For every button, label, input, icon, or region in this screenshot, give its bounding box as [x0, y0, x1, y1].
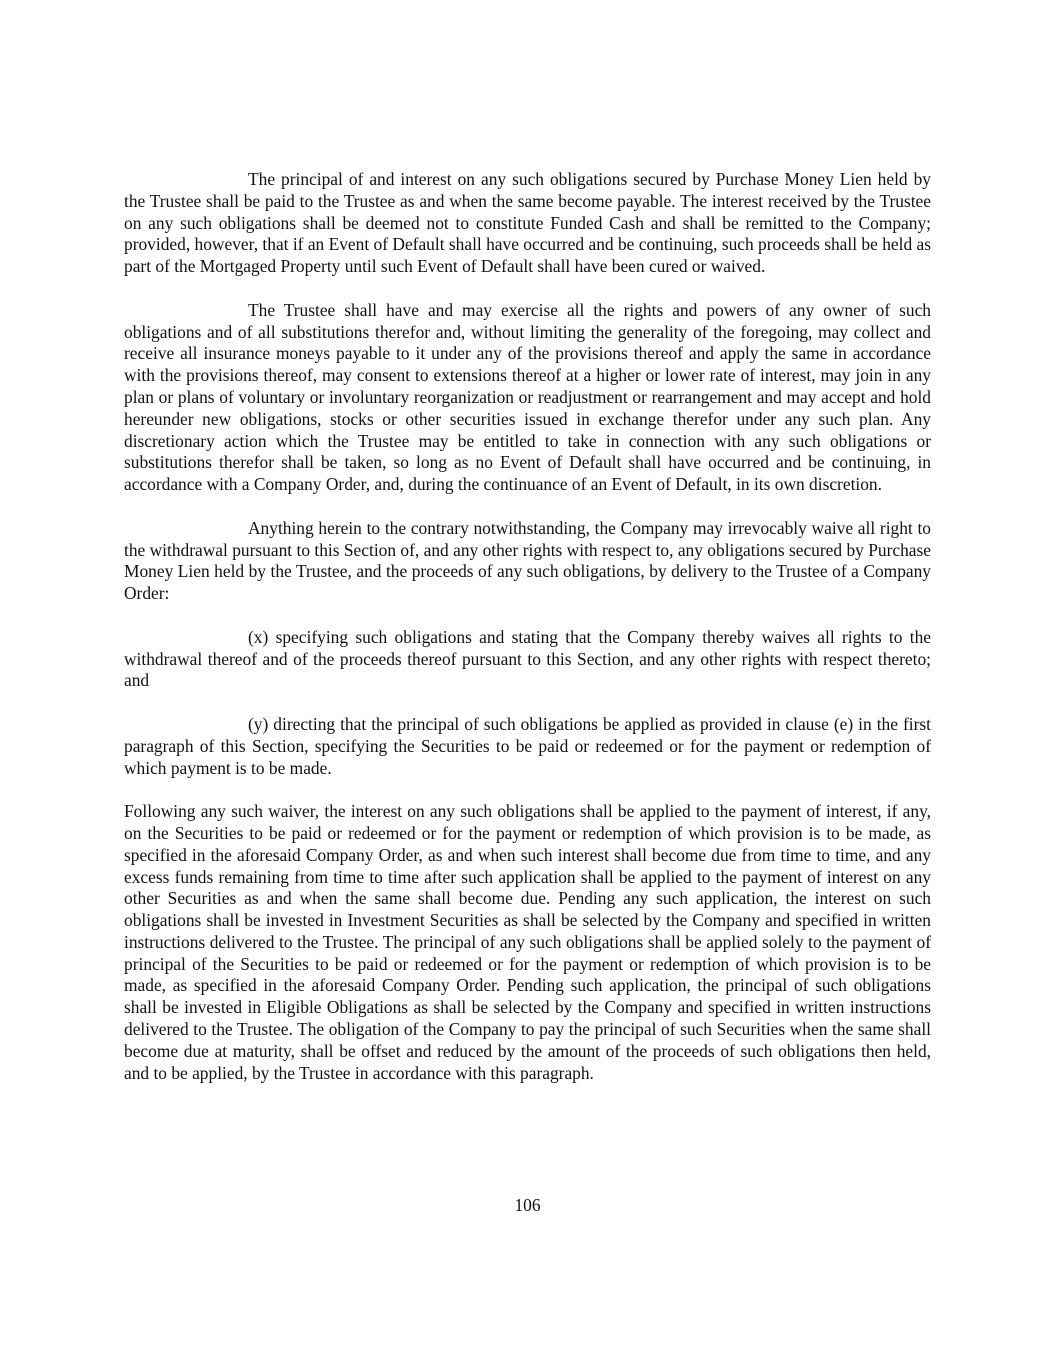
- paragraph-interest-remittance: The principal of and interest on any such obligations secured by Purchase Money Lien held by the Trustee shall be paid to the Trustee as and when the same become payable. The interest received by the Trustee on any such obligations shall be deemed not to constitute Funded Cash and shall be remitted to the Company; provided, however, that if an Event of Default shall have occurred and be continuing, such proceeds shall be held as part of the Mortgaged Property until such Event of Default shall have been cured or waived.: [124, 169, 931, 277]
- body-text: [124, 169, 931, 1106]
- paragraph-waiver: Anything herein to the contrary notwithstanding, the Company may irrevocably waive all right to the withdrawal pursuant to this Section of, and any other rights with respect to, any obligations secured by Purchase Money Lien held by the Trustee, and the proceeds of any such obligations, by delivery to the Trustee of a Company Order:: [124, 517, 931, 604]
- clause-x: (x) specifying such obligations and stating that the Company thereby waives all rights to the withdrawal thereof and of the proceeds thereof pursuant to this Section, and any other rights with respect thereto; and: [124, 626, 931, 691]
- clause-y: (y) directing that the principal of such obligations be applied as provided in clause (e) in the first paragraph of this Section, specifying the Securities to be paid or redeemed or for the payment or redemption of which payment is to be made.: [124, 713, 931, 778]
- paragraph-following-waiver: Following any such waiver, the interest on any such obligations shall be applied to the payment of interest, if any, on the Securities to be paid or redeemed or for the payment or redemption of which provision is to be made, as specified in the aforesaid Company Order, as and when such interest shall become due from time to time, and any excess funds remaining from time to time after such application shall be applied to the payment of interest on any other Securities as and when the same shall become due. Pending any such application, the interest on such obligations shall be invested in Investment Securities as shall be selected by the Company and specified in written instructions delivered to the Trustee. The principal of any such obligations shall be applied solely to the payment of principal of the Securities to be paid or redeemed or for the payment or redemption of which provision is to be made, as specified in the aforesaid Company Order. Pending such application, the principal of such obligations shall be invested in Eligible Obligations as shall be selected by the Company and specified in written instructions delivered to the Trustee. The obligation of the Company to pay the principal of such Securities when the same shall become due at maturity, shall be offset and reduced by the amount of the proceeds of such obligations then held, and to be applied, by the Trustee in accordance with this paragraph.: [124, 801, 931, 1083]
- page-number: 106: [514, 1195, 541, 1215]
- paragraph-trustee-rights: The Trustee shall have and may exercise all the rights and powers of any owner of such obligations and of all substitutions therefor and, without limiting the generality of the foregoing, may collect and receive all insurance moneys payable to it under any of the provisions thereof and apply the same in accordance with the provisions thereof, may consent to extensions thereof at a higher or lower rate of interest, may join in any plan or plans of voluntary or involuntary reorganization or readjustment or rearrangement and may accept and hold hereunder new obligations, stocks or other securities issued in exchange therefor under any such plan. Any discretionary action which the Trustee may be entitled to take in connection with any such obligations or substitutions therefor shall be taken, so long as no Event of Default shall have occurred and be continuing, in accordance with a Company Order, and, during the continuance of an Event of Default, in its own discretion.: [124, 299, 931, 495]
